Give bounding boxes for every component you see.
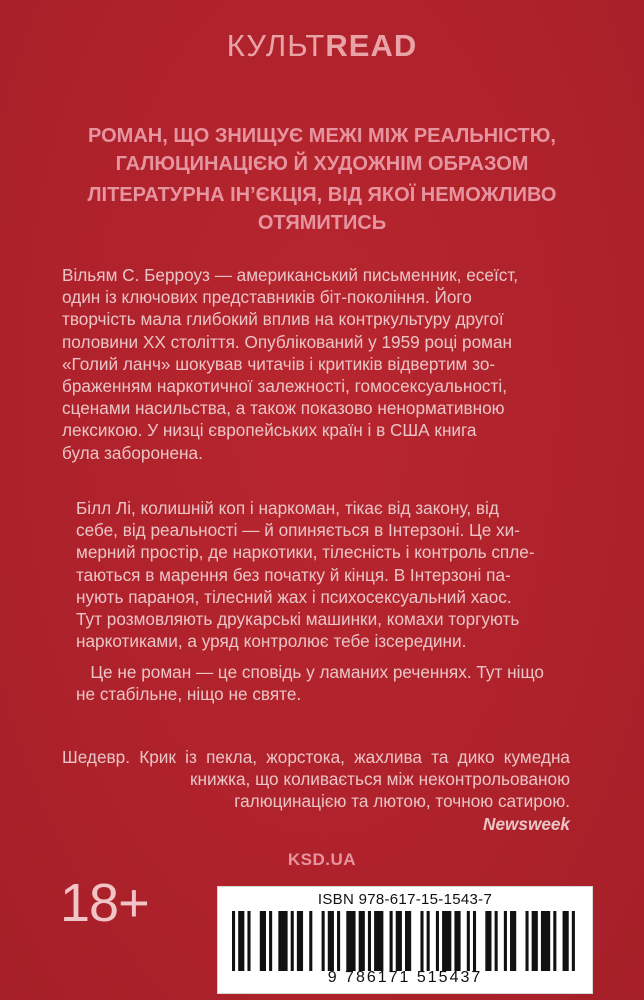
text-line: Тут розмовляють друкарські машинки, комахи торгують	[76, 609, 520, 630]
text-line: себе, від реальності — й опиняється в Інтерзоні. Це хи-	[76, 520, 520, 541]
about-author-paragraph	[62, 264, 572, 464]
text-line: половини ХХ століття. Опублікований у 1959 році роман	[62, 331, 513, 352]
review-line: галюцинацією та лютою, точною сатирою.	[234, 791, 570, 812]
text-line: мерний простір, де наркотики, тілесність і контроль спле-	[76, 542, 535, 563]
review-quote	[62, 746, 570, 835]
text-line: сценами насильства, а також показово ненормативною	[62, 398, 505, 419]
isbn-text: ISBN 978-617-15-1543-7	[317, 891, 493, 908]
age-rating-badge: 18+	[60, 873, 149, 933]
text-line: таються в марення без початку й кінця. В Інтерзоні па-	[76, 564, 511, 585]
text-line: один із ключових представників біт-покоління. Його	[62, 287, 472, 308]
text-line: нують параноя, тілесний жах і психосексуальний хаос.	[76, 586, 512, 607]
text-line: браженням наркотичної залежності, гомосексуальності,	[62, 376, 507, 397]
text-line: Вільям С. Берроуз — американський письменник, есеїст,	[62, 265, 519, 285]
series-logo	[0, 28, 644, 64]
text-line: наркотиками, а уряд контролює тебе ізсередини.	[76, 631, 467, 652]
series-prefix: КУЛЬТ	[226, 28, 326, 63]
synopsis-paragraph	[76, 497, 570, 652]
barcode-label	[217, 886, 593, 994]
review-source: Newsweek	[483, 813, 570, 834]
tagline-2: ЛІТЕРАТУРНА ІН’ЄКЦІЯ, ВІД ЯКОЇ НЕМОЖЛИВО ОТЯМИТИСЬ	[87, 184, 557, 234]
barcode-digits: 9 786171 515437	[327, 969, 483, 986]
series-suffix: READ	[325, 28, 418, 63]
review-line: Шедевр. Крик із пекла, жорстока, жахлива та дико кумедна	[62, 747, 570, 767]
text-line: «Голий ланч» шокував читачів і критиків відвертим зо-	[62, 353, 496, 374]
text-line: не стабільне, ніщо не святе.	[76, 684, 302, 705]
review-line: книжка, що коливається між неконтрольованою	[189, 769, 570, 790]
barcode-icon	[232, 911, 578, 971]
publisher-url: KSD.UA	[287, 850, 357, 869]
tagline-1: РОМАН, ЩО ЗНИЩУЄ МЕЖІ МІЖ РЕАЛЬНІСТЮ, ГАЛЮЦИНАЦІЄЮ Й ХУДОЖНІМ ОБРАЗОМ	[88, 125, 556, 175]
text-line: Білл Лі, колишній коп і наркоман, тікає від закону, від	[76, 498, 499, 518]
text-line: творчість мала глибокий вплив на контркультуру другої	[62, 309, 504, 330]
synopsis-ending	[76, 661, 570, 705]
text-line: Це не роман — це сповідь у ламаних реченнях. Тут ніщо	[76, 662, 544, 682]
text-line: була заборонена.	[62, 442, 203, 463]
text-line: лексикою. У низці європейських країн і в США книга	[62, 420, 477, 441]
